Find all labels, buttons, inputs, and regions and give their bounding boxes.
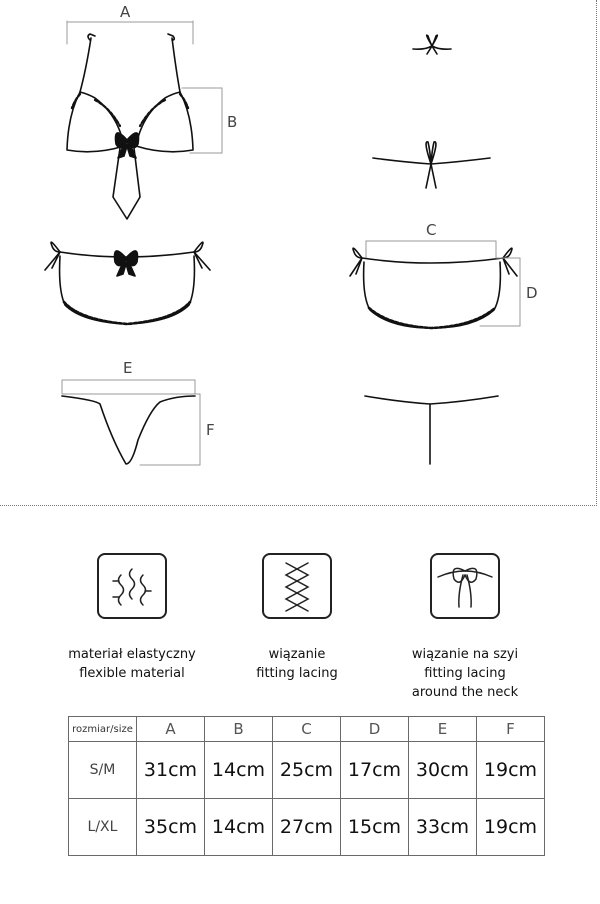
table-cell: 14cm	[205, 799, 273, 856]
apron-back-drawing	[350, 241, 520, 328]
feature-caption-line: materiał elastyczny	[68, 647, 196, 662]
dimension-label-b: B	[227, 113, 238, 131]
column-header: B	[205, 717, 273, 742]
feature-caption-line: around the neck	[411, 685, 519, 700]
table-corner-label: rozmiar/size	[69, 717, 137, 742]
table-header-row	[69, 717, 545, 742]
dimension-label-a: A	[120, 3, 131, 21]
table-row	[69, 742, 545, 799]
thong-front-drawing	[62, 380, 200, 465]
table-cell: 15cm	[341, 799, 409, 856]
table-cell: 14cm	[205, 742, 273, 799]
dimension-label-f: F	[206, 421, 215, 439]
size-table	[68, 716, 545, 856]
table-cell: 35cm	[137, 799, 205, 856]
bra-back-drawing	[373, 35, 490, 188]
feature-caption-line: flexible material	[79, 666, 185, 681]
bow-icon	[114, 251, 137, 276]
table-cell: 19cm	[477, 799, 545, 856]
feature-flexible-material	[42, 553, 222, 683]
feature-caption-line: fitting lacing	[256, 666, 338, 681]
feature-caption-line: wiązanie na szyi	[411, 647, 519, 662]
apron-front-drawing	[45, 242, 210, 324]
bow-icon	[115, 133, 138, 158]
size-name-cell: S/M	[69, 742, 137, 799]
dimension-label-d: D	[526, 284, 538, 302]
table-cell: 19cm	[477, 742, 545, 799]
neck-tie-icon	[430, 553, 500, 619]
column-header: F	[477, 717, 545, 742]
feature-caption-line: wiązanie	[268, 647, 326, 662]
table-cell: 33cm	[409, 799, 477, 856]
table-cell: 17cm	[341, 742, 409, 799]
feature-fitting-lacing	[207, 553, 387, 683]
dimension-label-c: C	[426, 221, 437, 239]
table-cell: 27cm	[273, 799, 341, 856]
lacing-icon	[262, 553, 332, 619]
column-header: C	[273, 717, 341, 742]
feature-caption-line: fitting lacing	[424, 666, 506, 681]
column-header: E	[409, 717, 477, 742]
table-row	[69, 799, 545, 856]
column-header: A	[137, 717, 205, 742]
dimension-label-e: E	[123, 359, 133, 377]
column-header: D	[341, 717, 409, 742]
table-cell: 31cm	[137, 742, 205, 799]
table-cell: 30cm	[409, 742, 477, 799]
wavy-lines-icon	[97, 553, 167, 619]
table-cell: 25cm	[273, 742, 341, 799]
size-name-cell: L/XL	[69, 799, 137, 856]
thong-back-drawing	[365, 396, 498, 464]
bra-front-drawing	[67, 21, 222, 219]
feature-neck-lacing	[375, 553, 555, 702]
